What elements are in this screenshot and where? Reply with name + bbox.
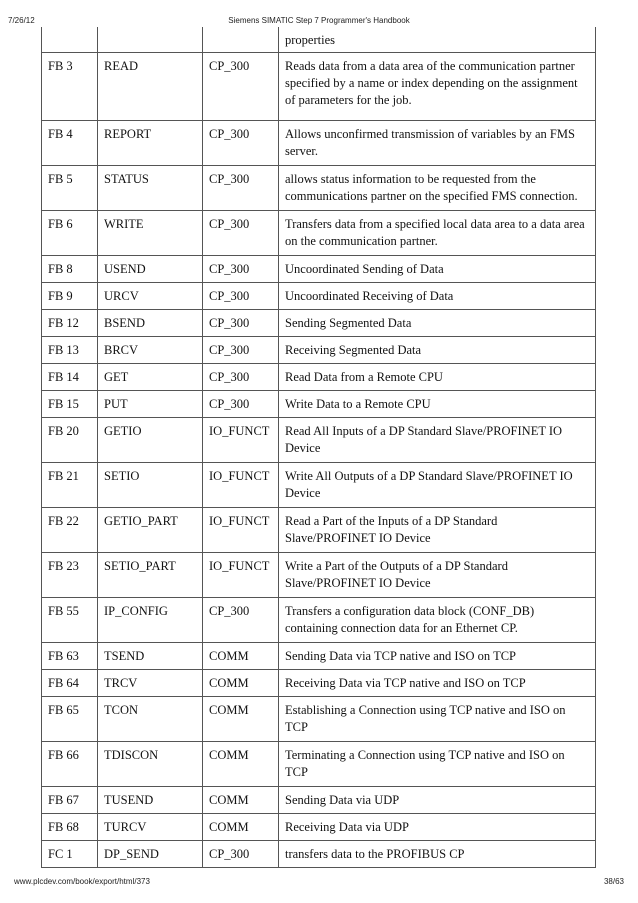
cell-description: Write All Outputs of a DP Standard Slave/PROFINET IO Device [279,463,596,508]
cell-description: Read All Inputs of a DP Standard Slave/PROFINET IO Device [279,418,596,463]
table-row [42,256,596,283]
cell-description: properties [279,27,596,53]
cell-family: CP_300 [203,166,279,211]
table-row [42,841,596,868]
cell-family: COMM [203,742,279,787]
cell-block: FB 22 [42,508,98,553]
function-block-table [41,27,596,868]
cell-family: CP_300 [203,364,279,391]
table-row [42,337,596,364]
cell-family: CP_300 [203,337,279,364]
cell-name: GETIO [98,418,203,463]
table-row [42,670,596,697]
cell-family: IO_FUNCT [203,418,279,463]
cell-family: COMM [203,697,279,742]
table-row [42,814,596,841]
cell-block: FB 21 [42,463,98,508]
cell-family: COMM [203,670,279,697]
table-row [42,310,596,337]
cell-family [203,27,279,53]
cell-name: DP_SEND [98,841,203,868]
cell-family: COMM [203,814,279,841]
cell-block: FB 20 [42,418,98,463]
cell-name: BRCV [98,337,203,364]
table-row [42,697,596,742]
cell-block: FB 66 [42,742,98,787]
cell-name: USEND [98,256,203,283]
cell-description: Transfers data from a specified local data area to a data area on the communication partner. [279,211,596,256]
cell-block: FB 67 [42,787,98,814]
table-body [42,27,596,868]
table-row [42,391,596,418]
cell-description: Read a Part of the Inputs of a DP Standard Slave/PROFINET IO Device [279,508,596,553]
cell-family: CP_300 [203,598,279,643]
table-row [42,553,596,598]
print-date: 7/26/12 [8,16,35,25]
cell-block: FB 8 [42,256,98,283]
table-row [42,643,596,670]
table-row [42,598,596,643]
cell-description: Sending Data via TCP native and ISO on TCP [279,643,596,670]
cell-block: FB 3 [42,53,98,121]
cell-family: CP_300 [203,121,279,166]
cell-block: FB 9 [42,283,98,310]
cell-family: CP_300 [203,53,279,121]
cell-block: FB 63 [42,643,98,670]
cell-description: Allows unconfirmed transmission of variables by an FMS server. [279,121,596,166]
cell-description: Write Data to a Remote CPU [279,391,596,418]
table-row-continued [42,27,596,53]
cell-description: Establishing a Connection using TCP native and ISO on TCP [279,697,596,742]
cell-family: COMM [203,643,279,670]
cell-block [42,27,98,53]
cell-family: IO_FUNCT [203,508,279,553]
cell-block: FB 13 [42,337,98,364]
cell-name: TUSEND [98,787,203,814]
footer-url: www.plcdev.com/book/export/html/373 [14,877,150,886]
cell-block: FB 5 [42,166,98,211]
cell-description: Sending Data via UDP [279,787,596,814]
cell-name: STATUS [98,166,203,211]
cell-name: PUT [98,391,203,418]
cell-description: Transfers a configuration data block (CONF_DB) containing connection data for an Ethernet CP. [279,598,596,643]
cell-name: SETIO [98,463,203,508]
cell-family: IO_FUNCT [203,553,279,598]
cell-block: FB 68 [42,814,98,841]
cell-name: GETIO_PART [98,508,203,553]
cell-family: COMM [203,787,279,814]
cell-name: TURCV [98,814,203,841]
cell-name: GET [98,364,203,391]
cell-description: Receiving Data via UDP [279,814,596,841]
cell-name: TCON [98,697,203,742]
cell-name: SETIO_PART [98,553,203,598]
cell-block: FB 12 [42,310,98,337]
cell-name: REPORT [98,121,203,166]
table-row [42,53,596,121]
cell-name [98,27,203,53]
cell-name: TRCV [98,670,203,697]
table-row [42,418,596,463]
cell-block: FB 15 [42,391,98,418]
table-row [42,787,596,814]
cell-family: CP_300 [203,391,279,418]
cell-block: FC 1 [42,841,98,868]
cell-block: FB 64 [42,670,98,697]
cell-name: URCV [98,283,203,310]
cell-name: READ [98,53,203,121]
cell-family: CP_300 [203,310,279,337]
cell-description: Read Data from a Remote CPU [279,364,596,391]
cell-description: Write a Part of the Outputs of a DP Standard Slave/PROFINET IO Device [279,553,596,598]
cell-description: Uncoordinated Sending of Data [279,256,596,283]
cell-description: Uncoordinated Receiving of Data [279,283,596,310]
cell-description: Terminating a Connection using TCP native and ISO on TCP [279,742,596,787]
cell-description: Receiving Segmented Data [279,337,596,364]
cell-block: FB 65 [42,697,98,742]
cell-description: Reads data from a data area of the communication partner specified by a name or index depending on the assignment of parameters for the job. [279,53,596,121]
cell-description: Receiving Data via TCP native and ISO on TCP [279,670,596,697]
table-row [42,283,596,310]
table-row [42,211,596,256]
cell-block: FB 6 [42,211,98,256]
table-row [42,364,596,391]
cell-family: CP_300 [203,211,279,256]
footer-page-number: 38/63 [603,877,624,886]
table-row [42,742,596,787]
table-row [42,121,596,166]
cell-description: Sending Segmented Data [279,310,596,337]
cell-family: CP_300 [203,283,279,310]
cell-block: FB 4 [42,121,98,166]
cell-name: WRITE [98,211,203,256]
cell-name: BSEND [98,310,203,337]
print-title: Siemens SIMATIC Step 7 Programmer's Handbook [228,16,410,25]
cell-family: IO_FUNCT [203,463,279,508]
cell-name: TDISCON [98,742,203,787]
cell-family: CP_300 [203,841,279,868]
cell-description: transfers data to the PROFIBUS CP [279,841,596,868]
cell-family: CP_300 [203,256,279,283]
cell-block: FB 14 [42,364,98,391]
table-row [42,463,596,508]
cell-name: IP_CONFIG [98,598,203,643]
cell-block: FB 55 [42,598,98,643]
cell-description: allows status information to be requested from the communications partner on the specified FMS connection. [279,166,596,211]
table-row [42,508,596,553]
cell-block: FB 23 [42,553,98,598]
table-row [42,166,596,211]
cell-name: TSEND [98,643,203,670]
